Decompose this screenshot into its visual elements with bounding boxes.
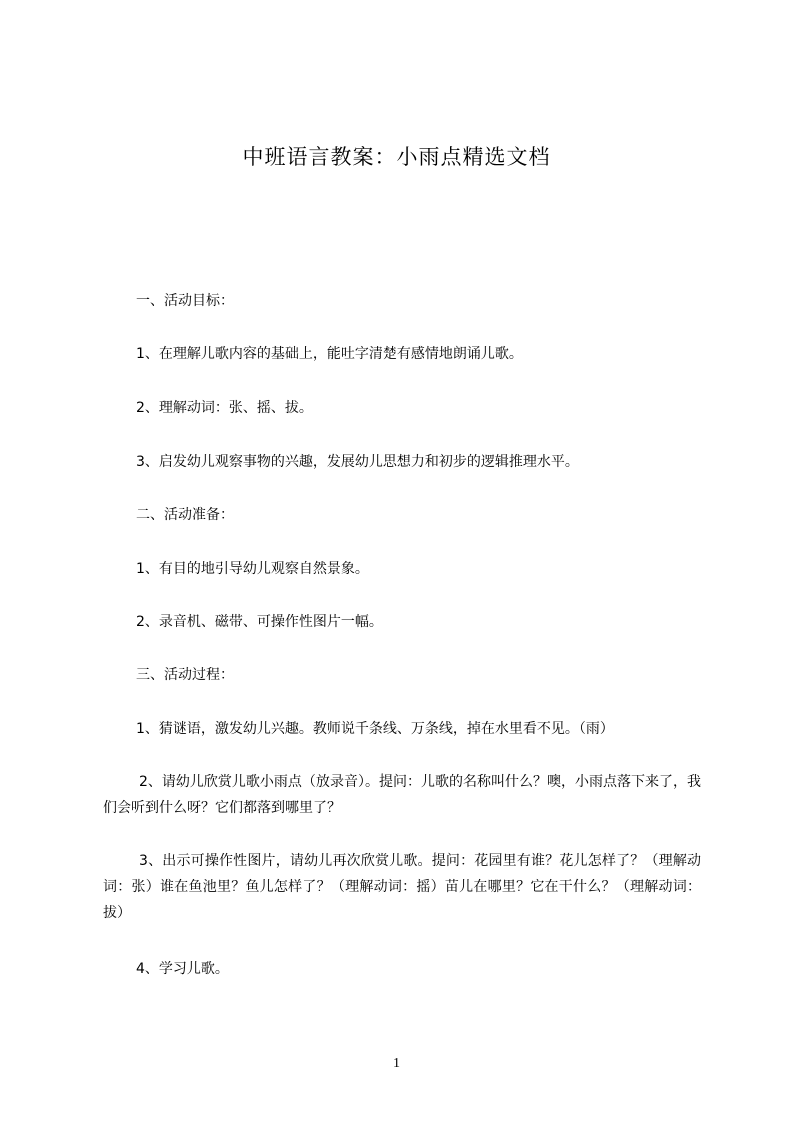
section-heading-process: 三、活动过程： — [136, 667, 234, 683]
process-item-2: 2、请幼儿欣赏儿歌小雨点（放录音）。提问：儿歌的名称叫什么？噢，小雨点落下来了，我们会听到什么呀？它们都落到哪里了？ — [103, 774, 701, 816]
preparation-item-1: 1、有目的地引导幼儿观察自然景象。 — [136, 561, 369, 577]
process-item-4: 4、学习儿歌。 — [136, 961, 229, 977]
section-heading-preparation: 二、活动准备： — [136, 507, 234, 523]
goal-item-3: 3、启发幼儿观察事物的兴趣，发展幼儿思想力和初步的逻辑推理水平。 — [136, 454, 579, 470]
page-number: 1 — [393, 1056, 400, 1071]
goal-item-2: 2、理解动词：张、摇、拔。 — [136, 400, 313, 416]
goal-item-1: 1、在理解儿歌内容的基础上，能吐字清楚有感情地朗诵儿歌。 — [136, 346, 523, 362]
section-heading-goals: 一、活动目标： — [136, 293, 234, 309]
document-title: 中班语言教案：小雨点精选文档 — [242, 145, 551, 169]
preparation-item-2: 2、录音机、磁带、可操作性图片一幅。 — [136, 614, 383, 630]
process-item-1: 1、猜谜语，激发幼儿兴趣。教师说千条线、万条线，掉在水里看不见。（雨） — [136, 721, 614, 737]
process-item-3: 3、出示可操作性图片，请幼儿再次欣赏儿歌。提问：花园里有谁？花儿怎样了？（理解动词：张）谁在鱼池里？鱼儿怎样了？（理解动词：摇）苗儿在哪里？它在干什么？（理解动词：拔） — [103, 853, 701, 921]
